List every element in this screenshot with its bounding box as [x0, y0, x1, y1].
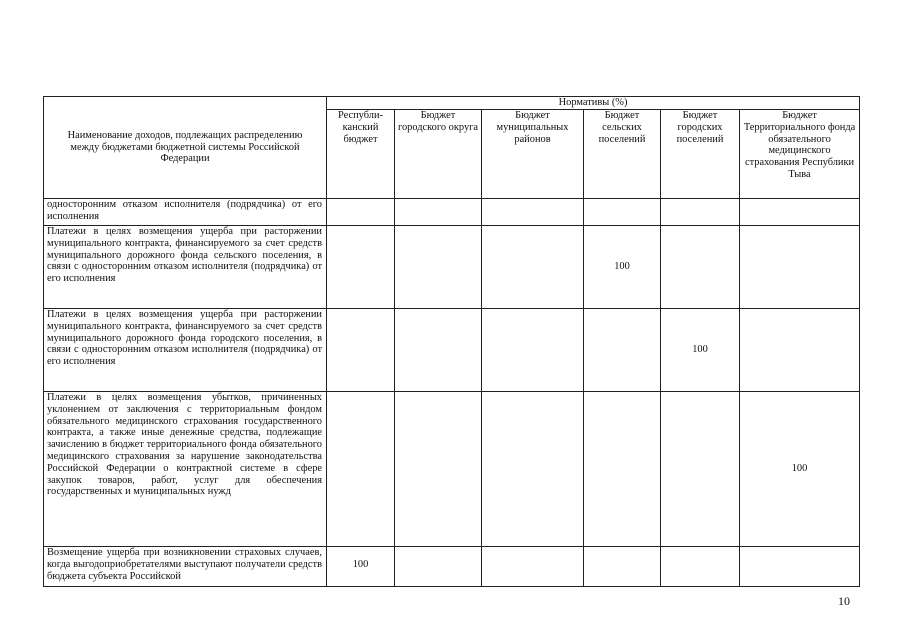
header-health-insurance-fund-budget: Бюджет Территориального фонда обязательного медицинского страхования Республики Тыва	[740, 110, 860, 199]
row-value	[327, 392, 395, 547]
row-value	[482, 547, 584, 587]
header-republic-budget: Республи-канский бюджет	[327, 110, 395, 199]
table-row	[44, 226, 860, 309]
row-value	[584, 309, 661, 392]
table-row	[44, 392, 860, 547]
header-rural-settlements-budget: Бюджет сельских поселений	[584, 110, 661, 199]
row-value	[740, 309, 860, 392]
table-row	[44, 547, 860, 587]
header-municipal-districts-budget: Бюджет муниципальных районов	[482, 110, 584, 199]
row-value: 100	[661, 309, 740, 392]
row-value: 100	[584, 226, 661, 309]
row-value: 100	[740, 392, 860, 547]
row-value	[482, 309, 584, 392]
revenue-standards-table	[43, 96, 860, 587]
row-income-name: Платежи в целях возмещения ущерба при расторжении муниципального контракта, финансируемого за счет средств муниципального дорожного фонда городского поселения, в связи с односторонним отказом исполнителя (подрядчика) от его исполнения	[44, 309, 327, 392]
row-value	[584, 392, 661, 547]
row-value	[482, 226, 584, 309]
header-standards-group: Нормативы (%)	[327, 97, 860, 110]
header-urban-settlements-budget: Бюджет городских поселений	[661, 110, 740, 199]
row-value	[395, 199, 482, 226]
row-income-name: Платежи в целях возмещения убытков, причиненных уклонением от заключения с территориальным фондом обязательного медицинского страхования государственного контракта, а также иные денежные средства, подлежащие зачислению в бюджет территориального фонда обязательного медицинского страхования за нарушение законодательства Российской Федерации о контрактной системе в сфере закупок товаров, работ, услуг для обеспечения государственных и муниципальных нужд	[44, 392, 327, 547]
row-value	[661, 199, 740, 226]
header-city-district-budget: Бюджет городского округа	[395, 110, 482, 199]
row-value	[584, 547, 661, 587]
row-income-name: Платежи в целях возмещения ущерба при расторжении муниципального контракта, финансируемого за счет средств муниципального дорожного фонда сельского поселения, в связи с односторонним отказом исполнителя (подрядчика) от его исполнения	[44, 226, 327, 309]
row-value	[740, 226, 860, 309]
table-row	[44, 199, 860, 226]
row-value	[740, 547, 860, 587]
row-value	[395, 226, 482, 309]
table-row	[44, 309, 860, 392]
row-value	[584, 199, 661, 226]
row-value	[327, 199, 395, 226]
row-value	[327, 226, 395, 309]
row-income-name: односторонним отказом исполнителя (подрядчика) от его исполнения	[44, 199, 327, 226]
row-value	[327, 309, 395, 392]
row-value	[661, 392, 740, 547]
row-value	[661, 547, 740, 587]
page-number: 10	[838, 594, 850, 608]
row-value: 100	[327, 547, 395, 587]
row-value	[482, 199, 584, 226]
row-value	[482, 392, 584, 547]
row-value	[395, 392, 482, 547]
row-value	[740, 199, 860, 226]
row-income-name: Возмещение ущерба при возникновении страховых случаев, когда выгодоприобретателями выступают получатели средств бюджета субъекта Российской	[44, 547, 327, 587]
row-value	[395, 309, 482, 392]
header-income-name: Наименование доходов, подлежащих распределению между бюджетами бюджетной системы Российской Федерации	[44, 97, 327, 199]
row-value	[661, 226, 740, 309]
row-value	[395, 547, 482, 587]
